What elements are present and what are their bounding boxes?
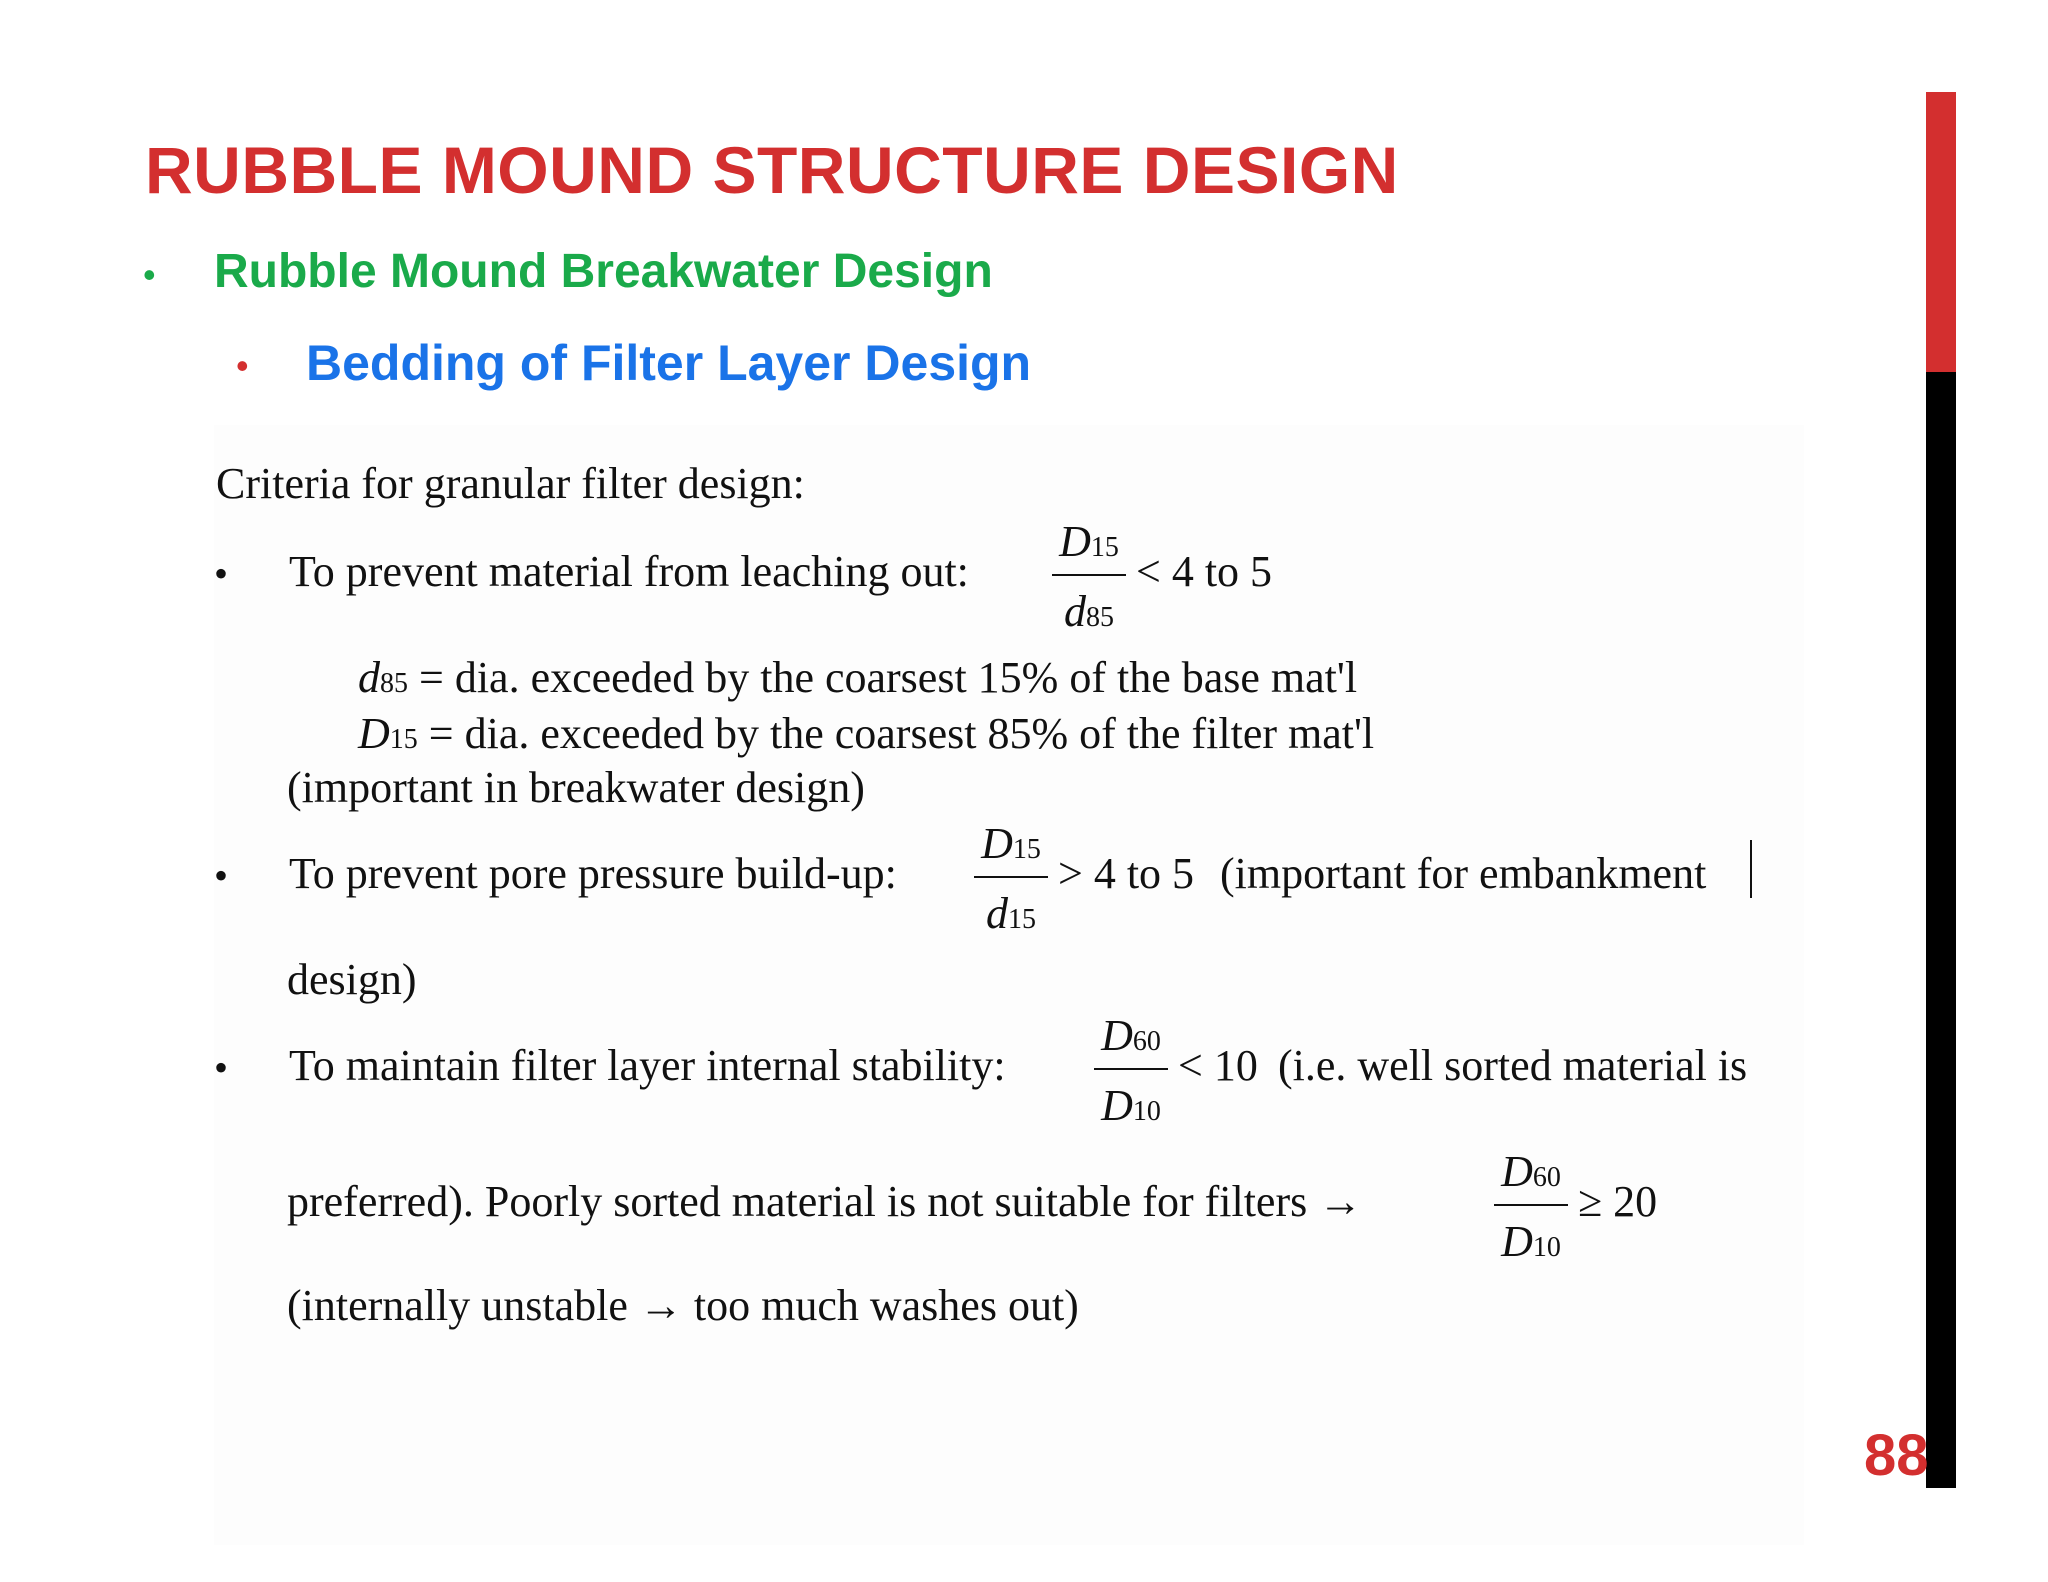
bullet-level1: Rubble Mound Breakwater Design (214, 245, 993, 298)
criterion-3-bullet: • (214, 1045, 229, 1090)
criterion-2-relation: > 4 to 5 (1058, 849, 1195, 898)
criterion-2-note: (important for embankment (1220, 849, 1707, 898)
accent-bar-black (1926, 372, 1956, 1488)
bullet-level2: Bedding of Filter Layer Design (306, 335, 1032, 391)
definition-D15: D15 = dia. exceeded by the coarsest 85% of the filter mat'l (358, 709, 1375, 758)
page-number: 88 (1864, 1423, 1929, 1488)
criterion-2-note-cont: design) (287, 955, 417, 1004)
criterion-3-note: (i.e. well sorted material is (1278, 1041, 1748, 1090)
criterion-1-relation: < 4 to 5 (1136, 547, 1273, 596)
criterion-3-text: To maintain filter layer internal stability: (289, 1041, 1006, 1090)
criterion-3-relation-2: ≥ 20 (1578, 1177, 1658, 1226)
slide-title: RUBBLE MOUND STRUCTURE DESIGN (145, 133, 1399, 207)
criterion-1-note: (important in breakwater design) (287, 763, 865, 812)
criterion-1-bullet: • (214, 551, 229, 596)
criterion-1-text: To prevent material from leaching out: (289, 547, 969, 596)
criterion-2-bullet: • (214, 853, 229, 898)
text-cursor (1750, 840, 1752, 898)
definition-d85: d85 = dia. exceeded by the coarsest 15% of the base mat'l (358, 653, 1358, 702)
criterion-2-text: To prevent pore pressure build-up: (289, 849, 897, 898)
criterion-3-line3: (internally unstable → too much washes out) (287, 1281, 1079, 1330)
criterion-3-line2: preferred). Poorly sorted material is not suitable for filters → (287, 1177, 1363, 1226)
bullet-level1-dot: • (143, 254, 156, 295)
accent-bar-red (1926, 92, 1956, 372)
criterion-3-relation: < 10 (1178, 1041, 1258, 1090)
criteria-intro: Criteria for granular filter design: (216, 459, 805, 508)
bullet-level2-dot: • (236, 345, 249, 386)
